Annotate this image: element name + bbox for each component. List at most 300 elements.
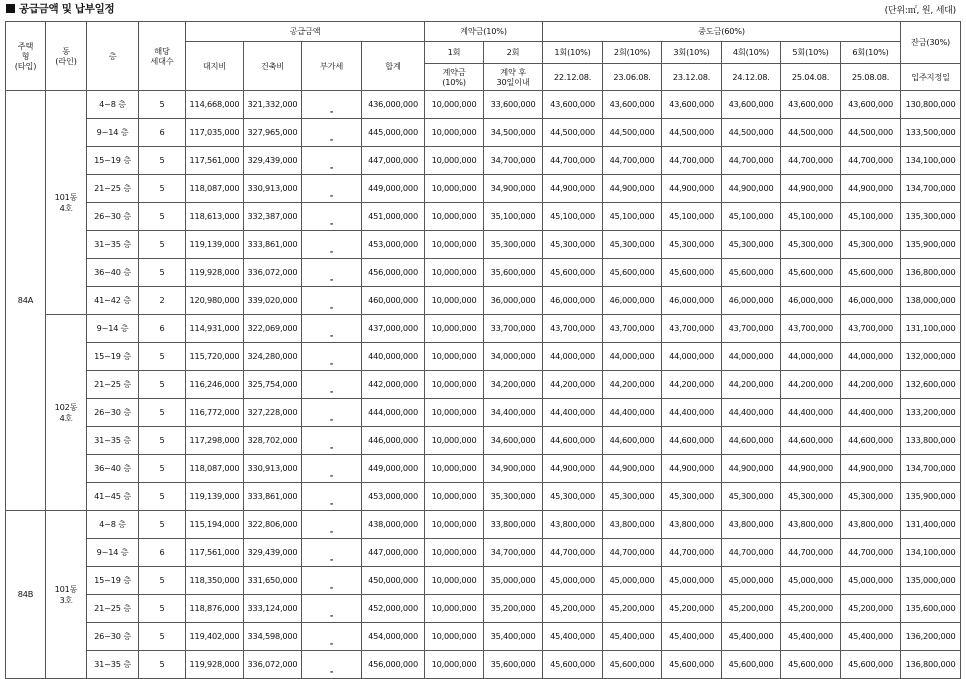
middle-payment-cell: 44,000,000 bbox=[781, 343, 841, 371]
units-cell: 5 bbox=[139, 231, 186, 259]
middle-payment-cell: 44,500,000 bbox=[662, 119, 722, 147]
middle-payment-cell: 44,400,000 bbox=[722, 399, 781, 427]
table-row bbox=[6, 315, 961, 343]
middle-payment-cell: 44,600,000 bbox=[662, 427, 722, 455]
header-dong: 동 (라인) bbox=[46, 22, 87, 91]
building-cell: 328,702,000 bbox=[244, 427, 302, 455]
middle-payment-cell: 44,700,000 bbox=[781, 147, 841, 175]
balance-cell: 134,700,000 bbox=[901, 175, 961, 203]
middle-payment-cell: 45,200,000 bbox=[722, 595, 781, 623]
middle-payment-cell: 44,500,000 bbox=[722, 119, 781, 147]
middle-payment-cell: 45,000,000 bbox=[662, 567, 722, 595]
middle-payment-cell: 45,600,000 bbox=[841, 259, 901, 287]
building-cell: 333,861,000 bbox=[244, 483, 302, 511]
floor-cell: 9~14 층 bbox=[87, 539, 139, 567]
middle-payment-cell: 44,400,000 bbox=[841, 399, 901, 427]
middle-payment-cell: 45,300,000 bbox=[722, 483, 781, 511]
middle-payment-cell: 43,700,000 bbox=[722, 315, 781, 343]
land-cell: 114,931,000 bbox=[186, 315, 244, 343]
vat-cell: - bbox=[302, 399, 362, 427]
balance-cell: 138,000,000 bbox=[901, 287, 961, 315]
middle-payment-cell: 44,200,000 bbox=[543, 371, 603, 399]
units-cell: 5 bbox=[139, 203, 186, 231]
middle-payment-cell: 44,400,000 bbox=[543, 399, 603, 427]
middle-payment-cell: 45,400,000 bbox=[722, 623, 781, 651]
units-cell: 5 bbox=[139, 175, 186, 203]
units-cell: 5 bbox=[139, 651, 186, 679]
middle-payment-cell: 43,700,000 bbox=[662, 315, 722, 343]
table-header bbox=[6, 22, 961, 91]
units-cell: 5 bbox=[139, 427, 186, 455]
floor-cell: 31~35 층 bbox=[87, 427, 139, 455]
contract1-cell: 10,000,000 bbox=[425, 343, 484, 371]
building-cell: 321,332,000 bbox=[244, 91, 302, 119]
middle-payment-cell: 44,900,000 bbox=[662, 175, 722, 203]
middle-payment-cell: 43,600,000 bbox=[781, 91, 841, 119]
total-cell: 460,000,000 bbox=[362, 287, 425, 315]
middle-payment-cell: 44,500,000 bbox=[543, 119, 603, 147]
floor-cell: 26~30 층 bbox=[87, 399, 139, 427]
contract2-cell: 35,300,000 bbox=[484, 483, 543, 511]
land-cell: 117,035,000 bbox=[186, 119, 244, 147]
contract2-cell: 34,900,000 bbox=[484, 175, 543, 203]
total-cell: 456,000,000 bbox=[362, 259, 425, 287]
contract2-cell: 34,600,000 bbox=[484, 427, 543, 455]
table-row bbox=[6, 511, 961, 539]
middle-payment-cell: 44,900,000 bbox=[543, 175, 603, 203]
contract1-cell: 10,000,000 bbox=[425, 259, 484, 287]
balance-cell: 135,600,000 bbox=[901, 595, 961, 623]
contract1-cell: 10,000,000 bbox=[425, 371, 484, 399]
middle-payment-cell: 43,800,000 bbox=[722, 511, 781, 539]
middle-payment-cell: 44,500,000 bbox=[603, 119, 662, 147]
middle-payment-cell: 45,300,000 bbox=[603, 483, 662, 511]
middle-payment-cell: 44,700,000 bbox=[722, 147, 781, 175]
middle-payment-cell: 45,600,000 bbox=[603, 259, 662, 287]
contract1-cell: 10,000,000 bbox=[425, 539, 484, 567]
vat-cell: - bbox=[302, 651, 362, 679]
total-cell: 442,000,000 bbox=[362, 371, 425, 399]
header-supply: 공급금액 bbox=[186, 22, 425, 42]
header-middle: 중도금(60%) bbox=[543, 22, 901, 42]
middle-payment-cell: 45,200,000 bbox=[841, 595, 901, 623]
contract1-cell: 10,000,000 bbox=[425, 175, 484, 203]
contract2-cell: 36,000,000 bbox=[484, 287, 543, 315]
middle-payment-cell: 43,800,000 bbox=[841, 511, 901, 539]
header-c1: 1회 bbox=[425, 42, 484, 64]
balance-cell: 136,200,000 bbox=[901, 623, 961, 651]
page-title-text: 공급금액 및 납부일정 bbox=[19, 3, 115, 15]
middle-payment-cell: 45,100,000 bbox=[543, 203, 603, 231]
total-cell: 449,000,000 bbox=[362, 455, 425, 483]
building-cell: 336,072,000 bbox=[244, 651, 302, 679]
land-cell: 118,087,000 bbox=[186, 455, 244, 483]
header-m6-date: 25.08.08. bbox=[841, 64, 901, 91]
middle-payment-cell: 44,700,000 bbox=[841, 539, 901, 567]
header-land: 대지비 bbox=[186, 42, 244, 91]
contract2-cell: 35,600,000 bbox=[484, 651, 543, 679]
middle-payment-cell: 43,600,000 bbox=[603, 91, 662, 119]
units-cell: 5 bbox=[139, 623, 186, 651]
table-body bbox=[6, 91, 961, 679]
header-m4-date: 24.12.08. bbox=[722, 64, 781, 91]
building-cell: 327,228,000 bbox=[244, 399, 302, 427]
units-cell: 5 bbox=[139, 455, 186, 483]
contract1-cell: 10,000,000 bbox=[425, 399, 484, 427]
middle-payment-cell: 45,000,000 bbox=[781, 567, 841, 595]
balance-cell: 135,000,000 bbox=[901, 567, 961, 595]
middle-payment-cell: 45,200,000 bbox=[543, 595, 603, 623]
units-cell: 6 bbox=[139, 119, 186, 147]
middle-payment-cell: 43,800,000 bbox=[543, 511, 603, 539]
table-row bbox=[6, 371, 961, 399]
header-m1: 1회(10%) bbox=[543, 42, 603, 64]
floor-cell: 4~8 층 bbox=[87, 511, 139, 539]
middle-payment-cell: 44,700,000 bbox=[603, 147, 662, 175]
contract2-cell: 34,200,000 bbox=[484, 371, 543, 399]
middle-payment-cell: 45,100,000 bbox=[781, 203, 841, 231]
middle-payment-cell: 44,400,000 bbox=[603, 399, 662, 427]
middle-payment-cell: 43,800,000 bbox=[662, 511, 722, 539]
contract2-cell: 34,700,000 bbox=[484, 147, 543, 175]
vat-cell: - bbox=[302, 343, 362, 371]
units-cell: 5 bbox=[139, 343, 186, 371]
header-m2-date: 23.06.08. bbox=[603, 64, 662, 91]
middle-payment-cell: 45,100,000 bbox=[722, 203, 781, 231]
table-row bbox=[6, 623, 961, 651]
balance-cell: 132,600,000 bbox=[901, 371, 961, 399]
middle-payment-cell: 44,900,000 bbox=[722, 175, 781, 203]
unit-note: (단위:㎡, 원, 세대) bbox=[884, 6, 956, 16]
building-cell: 330,913,000 bbox=[244, 175, 302, 203]
building-cell: 329,439,000 bbox=[244, 539, 302, 567]
floor-cell: 41~42 층 bbox=[87, 287, 139, 315]
vat-cell: - bbox=[302, 119, 362, 147]
table-row bbox=[6, 203, 961, 231]
middle-payment-cell: 45,400,000 bbox=[841, 623, 901, 651]
floor-cell: 31~35 층 bbox=[87, 651, 139, 679]
total-cell: 453,000,000 bbox=[362, 483, 425, 511]
floor-cell: 15~19 층 bbox=[87, 147, 139, 175]
middle-payment-cell: 45,200,000 bbox=[781, 595, 841, 623]
middle-payment-cell: 45,600,000 bbox=[841, 651, 901, 679]
contract1-cell: 10,000,000 bbox=[425, 427, 484, 455]
middle-payment-cell: 44,700,000 bbox=[722, 539, 781, 567]
floor-cell: 9~14 층 bbox=[87, 315, 139, 343]
middle-payment-cell: 44,600,000 bbox=[841, 427, 901, 455]
table-row bbox=[6, 595, 961, 623]
total-cell: 445,000,000 bbox=[362, 119, 425, 147]
vat-cell: - bbox=[302, 427, 362, 455]
page-title bbox=[6, 1, 114, 16]
vat-cell: - bbox=[302, 539, 362, 567]
balance-cell: 132,000,000 bbox=[901, 343, 961, 371]
floor-cell: 21~25 층 bbox=[87, 175, 139, 203]
land-cell: 119,139,000 bbox=[186, 483, 244, 511]
payment-schedule-table bbox=[5, 21, 961, 679]
building-cell: 322,069,000 bbox=[244, 315, 302, 343]
land-cell: 119,139,000 bbox=[186, 231, 244, 259]
middle-payment-cell: 46,000,000 bbox=[781, 287, 841, 315]
vat-cell: - bbox=[302, 259, 362, 287]
middle-payment-cell: 45,300,000 bbox=[841, 231, 901, 259]
contract1-cell: 10,000,000 bbox=[425, 315, 484, 343]
middle-payment-cell: 45,400,000 bbox=[781, 623, 841, 651]
middle-payment-cell: 44,000,000 bbox=[841, 343, 901, 371]
middle-payment-cell: 43,800,000 bbox=[603, 511, 662, 539]
building-cell: 327,965,000 bbox=[244, 119, 302, 147]
units-cell: 5 bbox=[139, 483, 186, 511]
vat-cell: - bbox=[302, 91, 362, 119]
table-row bbox=[6, 399, 961, 427]
middle-payment-cell: 44,200,000 bbox=[781, 371, 841, 399]
table-row bbox=[6, 259, 961, 287]
total-cell: 451,000,000 bbox=[362, 203, 425, 231]
land-cell: 115,194,000 bbox=[186, 511, 244, 539]
floor-cell: 31~35 층 bbox=[87, 231, 139, 259]
middle-payment-cell: 46,000,000 bbox=[841, 287, 901, 315]
vat-cell: - bbox=[302, 175, 362, 203]
floor-cell: 26~30 층 bbox=[87, 623, 139, 651]
contract2-cell: 35,300,000 bbox=[484, 231, 543, 259]
total-cell: 449,000,000 bbox=[362, 175, 425, 203]
middle-payment-cell: 44,900,000 bbox=[781, 455, 841, 483]
balance-cell: 135,900,000 bbox=[901, 231, 961, 259]
floor-cell: 4~8 층 bbox=[87, 91, 139, 119]
contract2-cell: 34,400,000 bbox=[484, 399, 543, 427]
middle-payment-cell: 45,300,000 bbox=[603, 231, 662, 259]
middle-payment-cell: 44,900,000 bbox=[543, 455, 603, 483]
middle-payment-cell: 45,000,000 bbox=[722, 567, 781, 595]
middle-payment-cell: 44,900,000 bbox=[603, 175, 662, 203]
units-cell: 5 bbox=[139, 567, 186, 595]
units-cell: 5 bbox=[139, 511, 186, 539]
contract2-cell: 33,800,000 bbox=[484, 511, 543, 539]
middle-payment-cell: 44,000,000 bbox=[662, 343, 722, 371]
header-c2-desc: 계약 후 30일이내 bbox=[484, 64, 543, 91]
total-cell: 437,000,000 bbox=[362, 315, 425, 343]
vat-cell: - bbox=[302, 595, 362, 623]
contract1-cell: 10,000,000 bbox=[425, 567, 484, 595]
middle-payment-cell: 45,600,000 bbox=[662, 651, 722, 679]
table-row bbox=[6, 483, 961, 511]
floor-cell: 15~19 층 bbox=[87, 343, 139, 371]
floor-cell: 9~14 층 bbox=[87, 119, 139, 147]
contract1-cell: 10,000,000 bbox=[425, 623, 484, 651]
middle-payment-cell: 45,000,000 bbox=[543, 567, 603, 595]
vat-cell: - bbox=[302, 147, 362, 175]
middle-payment-cell: 45,200,000 bbox=[662, 595, 722, 623]
header-m2: 2회(10%) bbox=[603, 42, 662, 64]
middle-payment-cell: 44,600,000 bbox=[781, 427, 841, 455]
total-cell: 456,000,000 bbox=[362, 651, 425, 679]
contract2-cell: 33,600,000 bbox=[484, 91, 543, 119]
units-cell: 6 bbox=[139, 315, 186, 343]
middle-payment-cell: 43,600,000 bbox=[543, 91, 603, 119]
table-row bbox=[6, 343, 961, 371]
middle-payment-cell: 45,600,000 bbox=[543, 651, 603, 679]
balance-cell: 130,800,000 bbox=[901, 91, 961, 119]
middle-payment-cell: 45,300,000 bbox=[722, 231, 781, 259]
floor-cell: 36~40 층 bbox=[87, 455, 139, 483]
contract2-cell: 33,700,000 bbox=[484, 315, 543, 343]
total-cell: 436,000,000 bbox=[362, 91, 425, 119]
floor-cell: 26~30 층 bbox=[87, 203, 139, 231]
contract1-cell: 10,000,000 bbox=[425, 483, 484, 511]
middle-payment-cell: 44,900,000 bbox=[841, 175, 901, 203]
middle-payment-cell: 45,600,000 bbox=[603, 651, 662, 679]
vat-cell: - bbox=[302, 287, 362, 315]
land-cell: 116,246,000 bbox=[186, 371, 244, 399]
building-cell: 330,913,000 bbox=[244, 455, 302, 483]
middle-payment-cell: 44,000,000 bbox=[722, 343, 781, 371]
balance-cell: 133,800,000 bbox=[901, 427, 961, 455]
balance-cell: 133,500,000 bbox=[901, 119, 961, 147]
header-m5: 5회(10%) bbox=[781, 42, 841, 64]
middle-payment-cell: 44,400,000 bbox=[781, 399, 841, 427]
balance-cell: 136,800,000 bbox=[901, 259, 961, 287]
middle-payment-cell: 44,700,000 bbox=[662, 147, 722, 175]
middle-payment-cell: 43,800,000 bbox=[781, 511, 841, 539]
total-cell: 447,000,000 bbox=[362, 147, 425, 175]
building-cell: 324,280,000 bbox=[244, 343, 302, 371]
land-cell: 118,613,000 bbox=[186, 203, 244, 231]
table-row bbox=[6, 175, 961, 203]
land-cell: 119,928,000 bbox=[186, 651, 244, 679]
table-row bbox=[6, 455, 961, 483]
middle-payment-cell: 44,900,000 bbox=[662, 455, 722, 483]
header-type: 주택 형 (타입) bbox=[6, 22, 46, 91]
building-cell: 333,861,000 bbox=[244, 231, 302, 259]
header-m6: 6회(10%) bbox=[841, 42, 901, 64]
middle-payment-cell: 44,700,000 bbox=[603, 539, 662, 567]
contract2-cell: 34,700,000 bbox=[484, 539, 543, 567]
units-cell: 5 bbox=[139, 259, 186, 287]
middle-payment-cell: 45,100,000 bbox=[841, 203, 901, 231]
contract2-cell: 35,400,000 bbox=[484, 623, 543, 651]
table-row bbox=[6, 147, 961, 175]
header-units: 해당 세대수 bbox=[139, 22, 186, 91]
total-cell: 444,000,000 bbox=[362, 399, 425, 427]
vat-cell: - bbox=[302, 315, 362, 343]
middle-payment-cell: 45,300,000 bbox=[781, 483, 841, 511]
middle-payment-cell: 44,200,000 bbox=[722, 371, 781, 399]
building-cell: 331,650,000 bbox=[244, 567, 302, 595]
units-cell: 5 bbox=[139, 147, 186, 175]
units-cell: 5 bbox=[139, 371, 186, 399]
contract1-cell: 10,000,000 bbox=[425, 595, 484, 623]
dong-cell: 101동 4호 bbox=[46, 91, 87, 315]
header-m3: 3회(10%) bbox=[662, 42, 722, 64]
total-cell: 447,000,000 bbox=[362, 539, 425, 567]
floor-cell: 36~40 층 bbox=[87, 259, 139, 287]
total-cell: 450,000,000 bbox=[362, 567, 425, 595]
contract2-cell: 34,000,000 bbox=[484, 343, 543, 371]
middle-payment-cell: 44,000,000 bbox=[543, 343, 603, 371]
middle-payment-cell: 45,300,000 bbox=[662, 483, 722, 511]
floor-cell: 41~45 층 bbox=[87, 483, 139, 511]
table-row bbox=[6, 231, 961, 259]
middle-payment-cell: 45,600,000 bbox=[722, 651, 781, 679]
contract1-cell: 10,000,000 bbox=[425, 91, 484, 119]
contract1-cell: 10,000,000 bbox=[425, 147, 484, 175]
header-m4: 4회(10%) bbox=[722, 42, 781, 64]
table-row bbox=[6, 287, 961, 315]
contract1-cell: 10,000,000 bbox=[425, 203, 484, 231]
middle-payment-cell: 45,300,000 bbox=[543, 483, 603, 511]
middle-payment-cell: 45,600,000 bbox=[543, 259, 603, 287]
vat-cell: - bbox=[302, 511, 362, 539]
vat-cell: - bbox=[302, 483, 362, 511]
header-m3-date: 23.12.08. bbox=[662, 64, 722, 91]
table-row bbox=[6, 651, 961, 679]
balance-cell: 136,800,000 bbox=[901, 651, 961, 679]
middle-payment-cell: 45,600,000 bbox=[781, 259, 841, 287]
middle-payment-cell: 44,900,000 bbox=[781, 175, 841, 203]
balance-cell: 133,200,000 bbox=[901, 399, 961, 427]
contract1-cell: 10,000,000 bbox=[425, 651, 484, 679]
type-cell: 84B bbox=[6, 511, 46, 679]
units-cell: 5 bbox=[139, 595, 186, 623]
header-balance: 잔금(30%) bbox=[901, 22, 961, 64]
middle-payment-cell: 44,000,000 bbox=[603, 343, 662, 371]
building-cell: 332,387,000 bbox=[244, 203, 302, 231]
middle-payment-cell: 45,000,000 bbox=[841, 567, 901, 595]
middle-payment-cell: 44,900,000 bbox=[722, 455, 781, 483]
floor-cell: 21~25 층 bbox=[87, 371, 139, 399]
total-cell: 438,000,000 bbox=[362, 511, 425, 539]
header-c1-desc: 계약금 (10%) bbox=[425, 64, 484, 91]
contract2-cell: 35,100,000 bbox=[484, 203, 543, 231]
vat-cell: - bbox=[302, 203, 362, 231]
middle-payment-cell: 45,200,000 bbox=[603, 595, 662, 623]
balance-cell: 134,100,000 bbox=[901, 147, 961, 175]
balance-cell: 134,700,000 bbox=[901, 455, 961, 483]
floor-cell: 15~19 층 bbox=[87, 567, 139, 595]
building-cell: 334,598,000 bbox=[244, 623, 302, 651]
total-cell: 454,000,000 bbox=[362, 623, 425, 651]
contract2-cell: 34,900,000 bbox=[484, 455, 543, 483]
middle-payment-cell: 43,700,000 bbox=[781, 315, 841, 343]
balance-cell: 131,100,000 bbox=[901, 315, 961, 343]
contract2-cell: 35,200,000 bbox=[484, 595, 543, 623]
middle-payment-cell: 43,700,000 bbox=[543, 315, 603, 343]
header-contract: 계약금(10%) bbox=[425, 22, 543, 42]
middle-payment-cell: 45,600,000 bbox=[781, 651, 841, 679]
building-cell: 339,020,000 bbox=[244, 287, 302, 315]
middle-payment-cell: 45,600,000 bbox=[662, 259, 722, 287]
dong-cell: 101동 3호 bbox=[46, 511, 87, 679]
land-cell: 118,350,000 bbox=[186, 567, 244, 595]
vat-cell: - bbox=[302, 371, 362, 399]
type-cell: 84A bbox=[6, 91, 46, 511]
contract1-cell: 10,000,000 bbox=[425, 231, 484, 259]
vat-cell: - bbox=[302, 231, 362, 259]
units-cell: 2 bbox=[139, 287, 186, 315]
header-c2: 2회 bbox=[484, 42, 543, 64]
building-cell: 329,439,000 bbox=[244, 147, 302, 175]
building-cell: 333,124,000 bbox=[244, 595, 302, 623]
balance-cell: 135,300,000 bbox=[901, 203, 961, 231]
land-cell: 117,561,000 bbox=[186, 539, 244, 567]
middle-payment-cell: 45,300,000 bbox=[543, 231, 603, 259]
middle-payment-cell: 45,300,000 bbox=[841, 483, 901, 511]
units-cell: 5 bbox=[139, 91, 186, 119]
header-total: 합계 bbox=[362, 42, 425, 91]
header-floor: 층 bbox=[87, 22, 139, 91]
land-cell: 115,720,000 bbox=[186, 343, 244, 371]
table-row bbox=[6, 567, 961, 595]
